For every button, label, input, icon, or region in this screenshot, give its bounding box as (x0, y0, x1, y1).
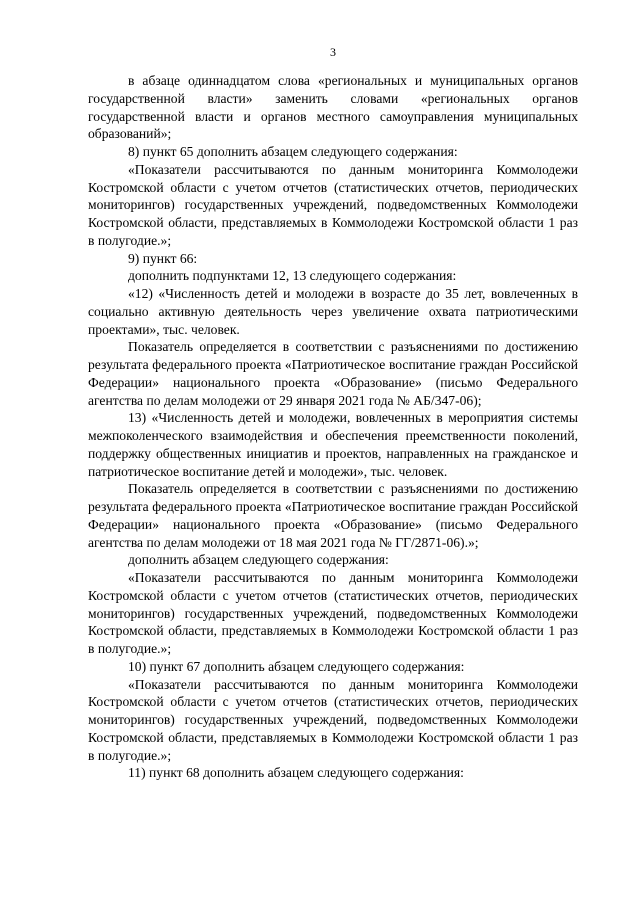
paragraph: в абзаце одиннадцатом слова «региональных и муниципальных органов государственной власти» заменить словами «региональных органов государственной власти и органов местного самоуправления муниципальных образований»; (88, 73, 578, 142)
paragraph: 9) пункт 66: (128, 250, 198, 266)
paragraph: 10) пункт 67 дополнить абзацем следующего содержания: (128, 658, 465, 674)
document-body (88, 72, 578, 782)
paragraph: «12) «Численность детей и молодежи в возрасте до 35 лет, вовлеченных в социально активную деятельность через увеличение охвата патриотическими проектами», тыс. человек. (88, 286, 578, 337)
paragraph: Показатель определяется в соответствии с разъяснениями по достижению результата федерального проекта «Патриотическое воспитание граждан Российской Федерации» национального проекта «Образование» (письмо Федерального агентства по делам молодежи от 29 января 2021 года № АБ/347-06); (88, 339, 578, 408)
paragraph: 13) «Численность детей и молодежи, вовлеченных в мероприятия системы межпоколенческого взаимодействия и обеспечения преемственности поколений, поддержку общественных инициатив и проектов, направленных на гражданское и патриотическое воспитание детей и молодежи», тыс. человек. (88, 410, 578, 479)
paragraph: 8) пункт 65 дополнить абзацем следующего содержания: (128, 144, 458, 159)
paragraph: «Показатели рассчитываются по данным мониторинга Коммолодежи Костромской области с учетом отчетов (статистических отчетов, периодических мониторингов) государственных учреждений, подведомственных Коммолодежи Костромской области, представляемых в Коммолодежи Костромской области 1 раз в полугодие.»; (88, 161, 578, 248)
page-number: 3 (330, 45, 336, 59)
paragraph: дополнить подпунктами 12, 13 следующего содержания: (128, 268, 457, 284)
paragraph: Показатель определяется в соответствии с разъяснениями по достижению результата федерального проекта «Патриотическое воспитание граждан Российской Федерации» национального проекта «Образование» (письмо Федерального агентства по делам молодежи от 18 мая 2021 года № ГГ/2871-06).»; (88, 481, 578, 550)
paragraph: 11) пункт 68 дополнить абзацем следующего содержания: (128, 765, 464, 781)
paragraph: «Показатели рассчитываются по данным мониторинга Коммолодежи Костромской области с учетом отчетов (статистических отчетов, периодических мониторингов) государственных учреждений, подведомственных Коммолодежи Костромской области, представляемых в Коммолодежи Костромской области 1 раз в полугодие.»; (88, 570, 578, 656)
paragraph: «Показатели рассчитываются по данным мониторинга Коммолодежи Костромской области с учетом отчетов (статистических отчетов, периодических мониторингов) государственных учреждений, подведомственных Коммолодежи Костромской области, представляемых в Коммолодежи Костромской области 1 раз в полугодие.»; (88, 676, 578, 763)
paragraph: дополнить абзацем следующего содержания: (128, 552, 389, 568)
